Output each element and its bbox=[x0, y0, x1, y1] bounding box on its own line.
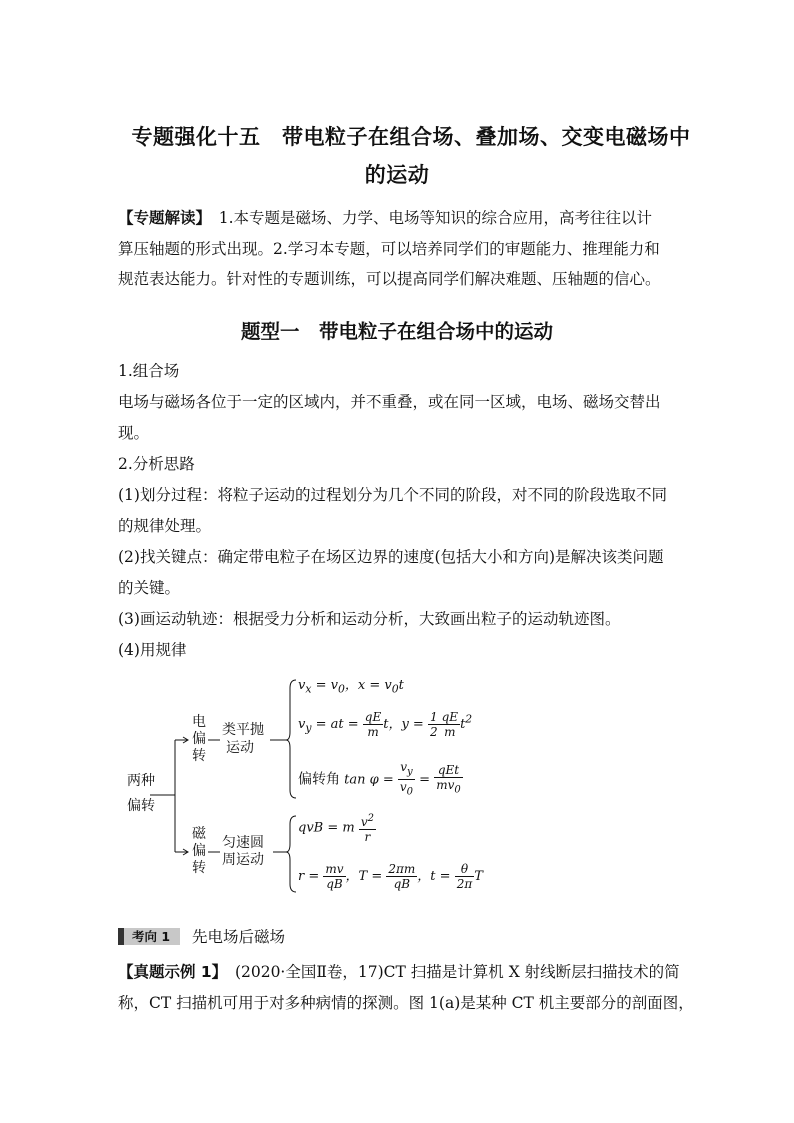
diagram-magnetic-motion-2: 周运动 bbox=[222, 852, 264, 868]
intro-line3: 规范表达能力。针对性的专题训练，可以提高同学们解决难题、压轴题的信心。 bbox=[118, 270, 661, 288]
subsection-1-title: 1.组合场 bbox=[118, 362, 180, 380]
example-text1: (2020·全国Ⅱ卷，17)CT 扫描是计算机 X 射线断层扫描技术的简 bbox=[219, 963, 680, 981]
page-title-line2: 的运动 bbox=[364, 163, 430, 187]
point-1-line2: 的规律处理。 bbox=[118, 517, 212, 535]
intro-label: 【专题解读】 bbox=[118, 209, 204, 227]
tag-label: 考向 1 bbox=[132, 929, 171, 944]
subsection-1-text-line2: 现。 bbox=[118, 424, 150, 442]
point-3: (3)画运动轨迹：根据受力分析和运动分析，大致画出粒子的运动轨迹图。 bbox=[118, 610, 621, 628]
subsection-2-title: 2.分析思路 bbox=[118, 455, 195, 473]
tag-bar-icon bbox=[118, 928, 124, 945]
direction-tag bbox=[118, 928, 180, 945]
diagram-electric-branch-2: 偏 bbox=[192, 731, 206, 747]
example-line1 bbox=[118, 961, 680, 983]
intro-line1 bbox=[118, 207, 652, 229]
diagram-magnetic-motion-1: 匀速圆 bbox=[222, 835, 264, 851]
page-title-line1: 专题强化十五 带电粒子在组合场、叠加场、交变电磁场中 bbox=[131, 125, 691, 149]
diagram-electric-motion-2: 运动 bbox=[226, 740, 254, 756]
example-line2: 称，CT 扫描机可用于对多种病情的探测。图 1(a)是某种 CT 机主要部分的剖面图， bbox=[118, 994, 694, 1012]
diagram-root-line1: 两种 bbox=[127, 773, 155, 789]
intro-text1: 1.本专题是磁场、力学、电场等知识的综合应用，高考往往以计 bbox=[203, 209, 653, 227]
diagram-electric-branch-3: 转 bbox=[192, 748, 206, 764]
point-1-line1: (1)划分过程：将粒子运动的过程划分为几个不同的阶段，对不同的阶段选取不同 bbox=[118, 486, 667, 504]
diagram-root-line2: 偏转 bbox=[127, 798, 155, 814]
diagram-magnetic-branch-2: 偏 bbox=[192, 843, 206, 859]
diagram-magnetic-branch-3: 转 bbox=[192, 860, 206, 876]
subsection-1-text-line1: 电场与磁场各位于一定的区域内，并不重叠，或在同一区域，电场、磁场交替出 bbox=[118, 393, 661, 411]
diagram-electric-branch-1: 电 bbox=[192, 714, 206, 730]
formula-velocity-x: $v_x = v_0$，$x = v_0t$ bbox=[298, 678, 404, 696]
intro-line2: 算压轴题的形式出现。2.学习本专题，可以培养同学们的审题能力、推理能力和 bbox=[118, 240, 660, 258]
formula-lorentz-force: qvB = m $\frac{v^2}{r}$ bbox=[298, 813, 374, 844]
formula-radius-period: r = $\frac{mv}{qB}$ ，T = $\frac{2\pi m}{qB}$ ，t = $\frac{\theta}{2\pi}$ T bbox=[298, 862, 483, 891]
formula-deflection-angle: 偏转角 tan φ = $\frac{v_y}{v_0}$ = $\frac{\text{qEt}}{mv_0}$ bbox=[298, 760, 461, 798]
tag-title: 先电场后磁场 bbox=[192, 928, 286, 946]
formula-velocity-y: $v_y$ = at = $\frac{qE}{m}$ t，y = $\frac{1}{2}$ $\frac{qE}{m}$ $t^2$ bbox=[298, 710, 473, 739]
diagram-magnetic-branch-1: 磁 bbox=[192, 826, 206, 842]
point-4: (4)用规律 bbox=[118, 641, 187, 659]
example-label: 【真题示例 1】 bbox=[118, 963, 220, 981]
point-2-line2: 的关键。 bbox=[118, 579, 181, 597]
diagram-electric-motion-1: 类平抛 bbox=[222, 722, 264, 738]
section-heading: 题型一 带电粒子在组合场中的运动 bbox=[240, 320, 553, 343]
point-2-line1: (2)找关键点：确定带电粒子在场区边界的速度(包括大小和方向)是解决该类问题 bbox=[118, 548, 664, 566]
